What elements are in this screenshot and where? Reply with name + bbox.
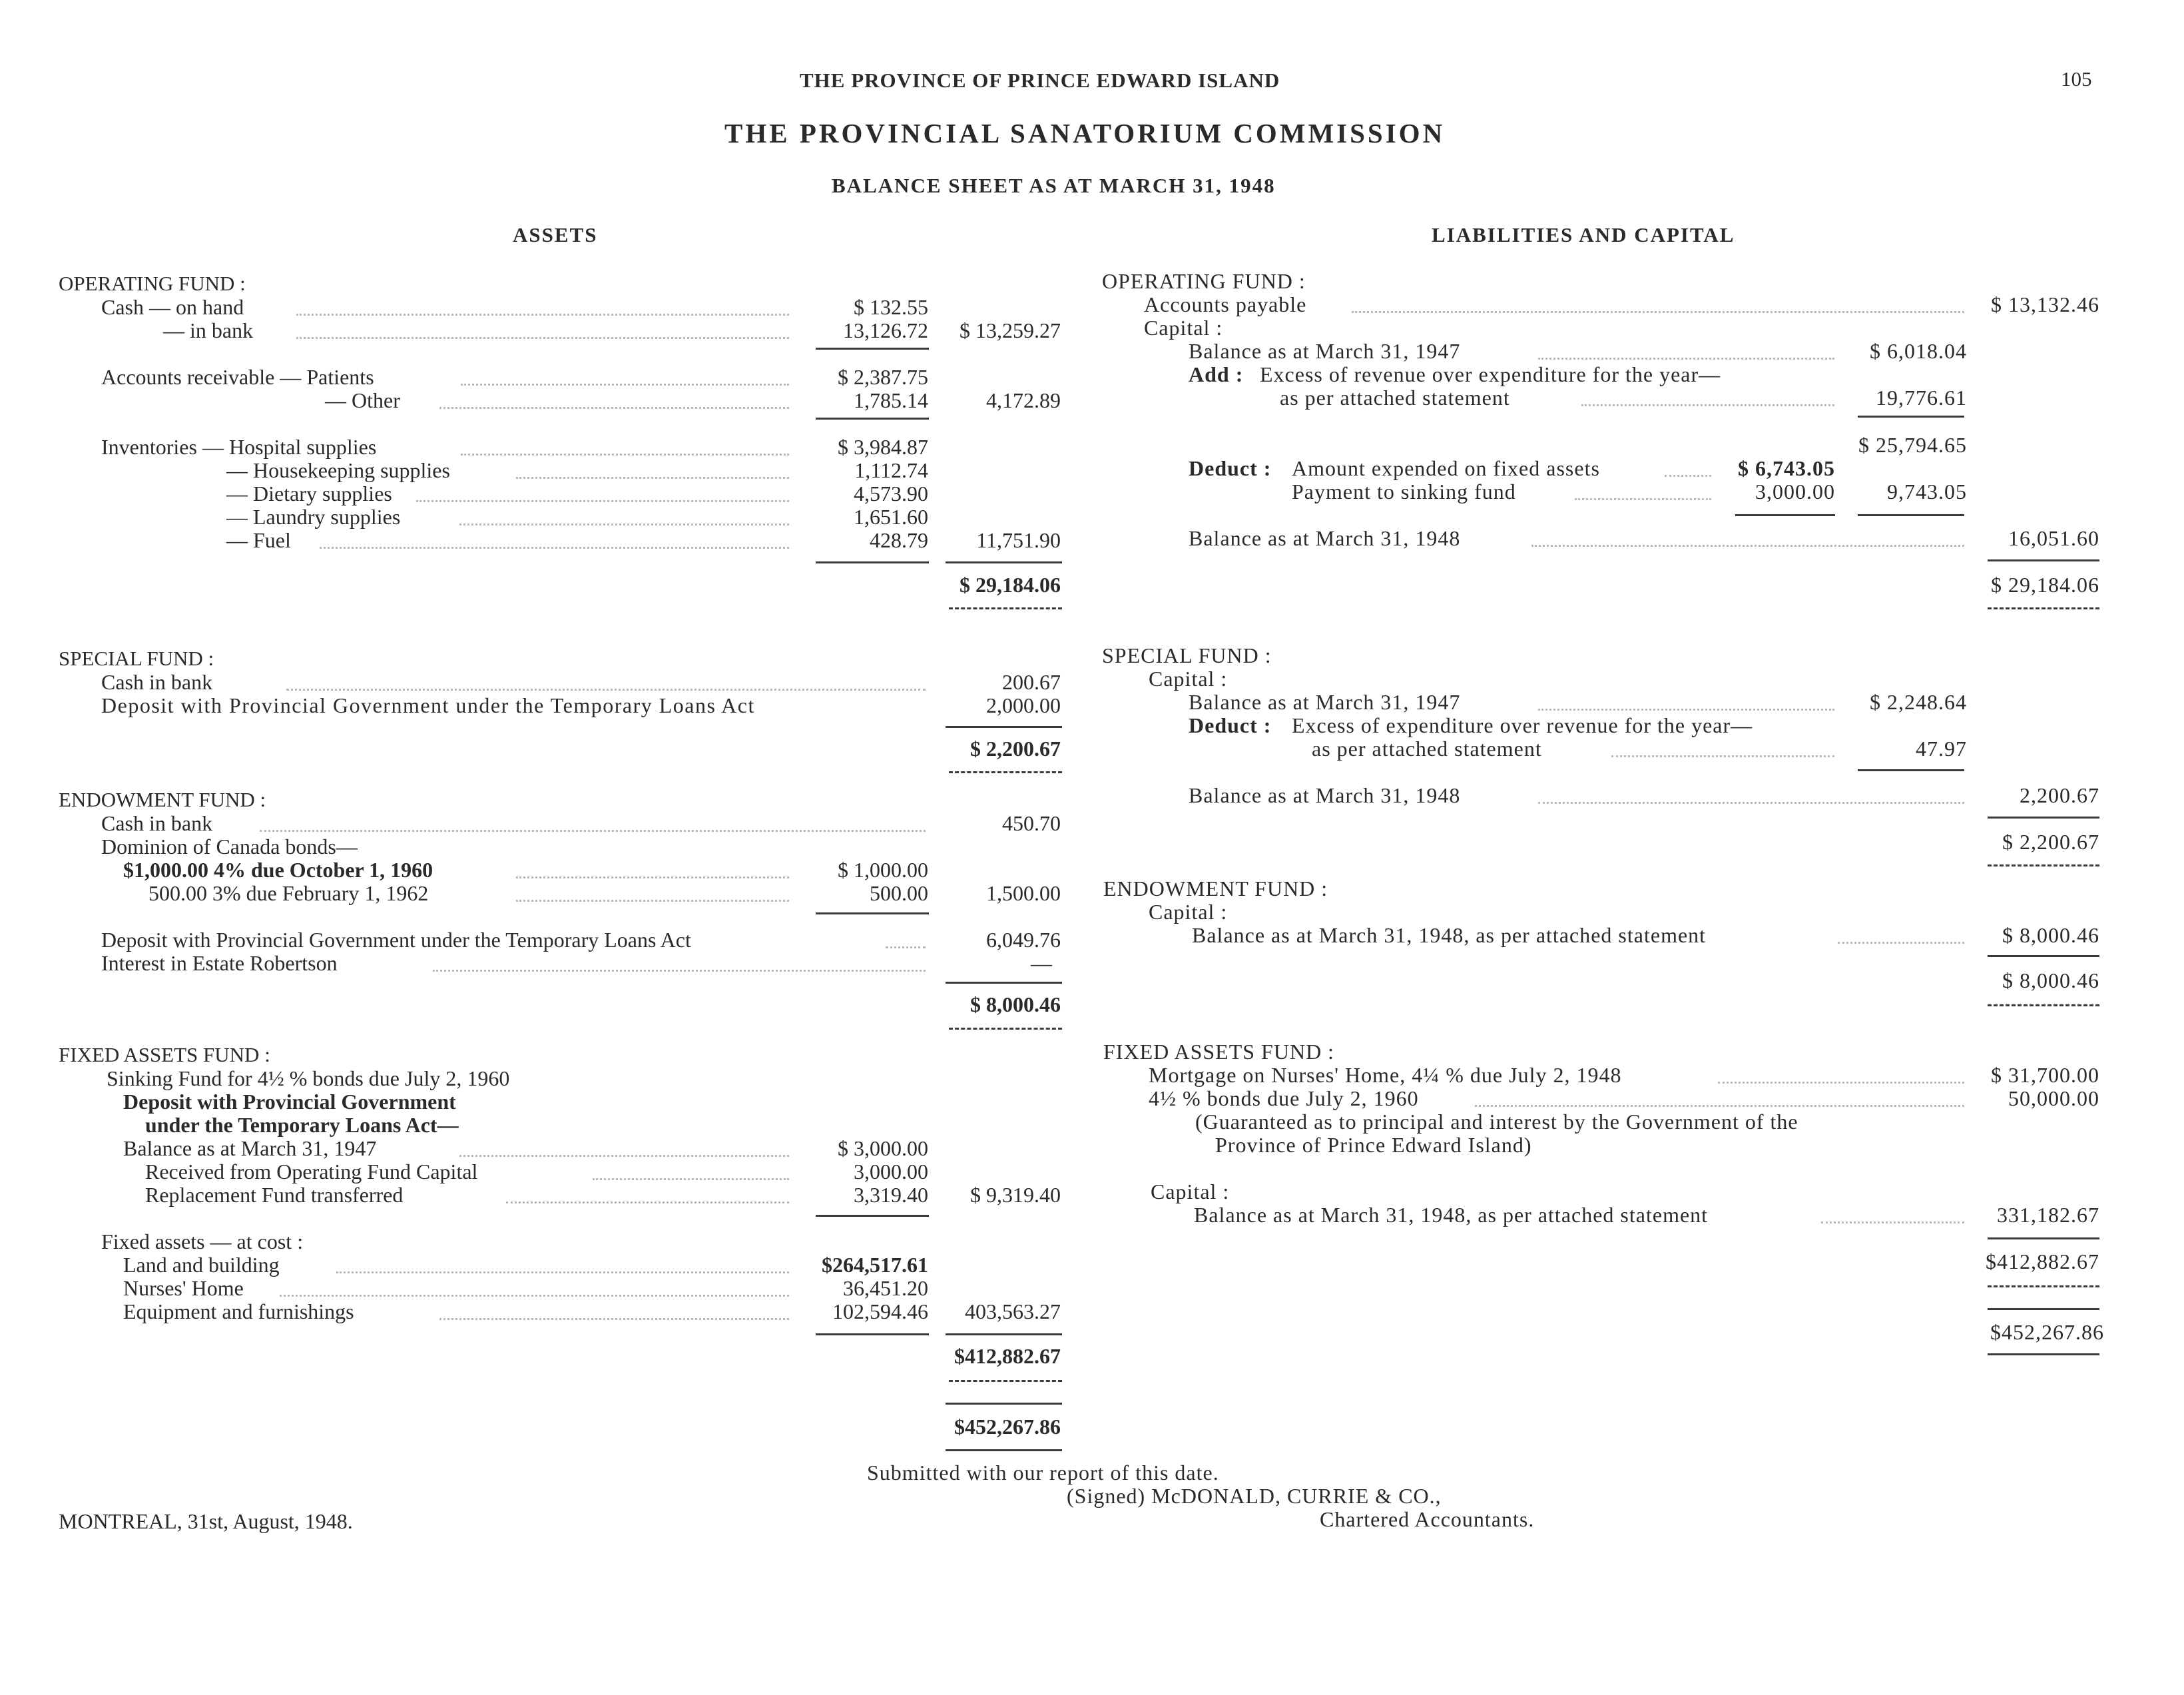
line-label: 500.00 3% due February 1, 1962	[148, 881, 429, 905]
double-rule	[949, 771, 1062, 773]
leader-dots	[1718, 1082, 1964, 1084]
liabilities-heading: LIABILITIES AND CAPITAL	[1432, 223, 1735, 246]
leader-dots	[461, 384, 789, 386]
line-label: — Other	[325, 388, 400, 412]
amount: $ 2,248.64	[1870, 690, 1967, 714]
line-label: Received from Operating Fund Capital	[145, 1160, 478, 1184]
deduct-label: Deduct :	[1189, 456, 1272, 480]
double-rule	[1988, 864, 2099, 866]
assets-heading: ASSETS	[513, 223, 598, 246]
rule	[1988, 1353, 2099, 1355]
line-label: as per attached statement	[1312, 737, 1542, 761]
line-label: Land and building	[123, 1253, 280, 1277]
line-label: Cash in bank	[101, 811, 213, 835]
subtotal: 4,172.89	[986, 388, 1061, 412]
line-label: Payment to sinking fund	[1292, 480, 1516, 504]
add-label: Add :	[1189, 362, 1244, 386]
line-label: Equipment and furnishings	[123, 1299, 354, 1323]
amount: 500.00	[870, 881, 928, 905]
amount: $ 25,794.65	[1858, 433, 1967, 457]
line-label: $1,000.00 4% due October 1, 1960	[123, 858, 433, 882]
double-rule	[949, 1380, 1062, 1382]
line-label: Sinking Fund for 4½ % bonds due July 2, 1960	[107, 1066, 510, 1090]
line-label: Amount expended on fixed assets	[1292, 456, 1600, 480]
line-label: Balance as at March 31, 1948	[1189, 783, 1461, 807]
line-label: Cash in bank	[101, 670, 213, 694]
rule	[1988, 559, 2099, 561]
line-label: Balance as at March 31, 1947	[123, 1136, 377, 1160]
section-title: SPECIAL FUND :	[59, 647, 214, 670]
line-label: — in bank	[163, 318, 254, 342]
amount: 6,049.76	[986, 928, 1061, 952]
amount: 2,200.67	[2020, 783, 2099, 807]
amount: 1,112.74	[854, 458, 928, 482]
rule	[816, 561, 929, 563]
leader-dots	[461, 454, 789, 456]
line-label: Capital :	[1149, 900, 1228, 924]
amount: 3,000.00	[854, 1160, 928, 1184]
leader-dots	[320, 547, 789, 549]
subtotal: 1,500.00	[986, 881, 1061, 905]
fund-total: $ 29,184.06	[1991, 573, 2099, 597]
line-label: Balance as at March 31, 1948, as per attached statement	[1194, 1203, 1709, 1227]
amount: 1,651.60	[854, 505, 928, 529]
leader-dots	[1821, 1221, 1964, 1223]
section-title: FIXED ASSETS FUND :	[59, 1043, 270, 1066]
leader-dots	[1538, 709, 1834, 711]
leader-dots	[516, 900, 789, 902]
rule	[946, 561, 1062, 563]
fund-total: $ 8,000.46	[970, 992, 1061, 1016]
amount: $ 31,700.00	[1991, 1063, 2099, 1087]
section-title: FIXED ASSETS FUND :	[1103, 1040, 1335, 1064]
line-label: Balance as at March 31, 1947	[1189, 339, 1461, 363]
leader-dots	[1531, 545, 1964, 547]
amount: 200.67	[1002, 670, 1061, 694]
double-rule	[1988, 1004, 2099, 1006]
fund-total: $ 8,000.46	[2002, 968, 2099, 992]
amount: 19,776.61	[1876, 386, 1967, 410]
line-label: Capital :	[1151, 1180, 1230, 1203]
line-label: Nurses' Home	[123, 1276, 244, 1300]
page-number: 105	[2061, 67, 2092, 91]
amount: 16,051.60	[2008, 526, 2099, 550]
line-label: Deposit with Provincial Government	[123, 1090, 456, 1114]
rule	[816, 348, 929, 350]
leader-dots	[260, 830, 926, 832]
place-date: MONTREAL, 31st, August, 1948.	[59, 1509, 353, 1533]
grand-total: $452,267.86	[1990, 1320, 2104, 1344]
subtotal: 11,751.90	[976, 528, 1061, 552]
line-label: 4½ % bonds due July 2, 1960	[1149, 1086, 1419, 1110]
line-label: Balance as at March 31, 1948, as per attached statement	[1192, 923, 1707, 947]
leader-dots	[886, 946, 926, 948]
section-title: ENDOWMENT FUND :	[59, 788, 266, 811]
rule	[1858, 514, 1964, 516]
amount: $ 13,132.46	[1991, 292, 2099, 316]
line-label: Dominion of Canada bonds—	[101, 835, 358, 858]
leader-dots	[459, 1155, 789, 1157]
subtotal: $ 13,259.27	[959, 318, 1061, 342]
deduct-label: Deduct :	[1189, 713, 1272, 737]
amount: $264,517.61	[822, 1253, 928, 1277]
line-label: (Guaranteed as to principal and interest by the Government of the	[1195, 1110, 1798, 1134]
leader-dots	[1838, 942, 1964, 944]
double-rule	[949, 1028, 1062, 1030]
line-label: Mortgage on Nurses' Home, 4¼ % due July 2, 1948	[1149, 1063, 1622, 1087]
line-label: Excess of revenue over expenditure for the year—	[1260, 362, 1721, 386]
rule	[1858, 416, 1964, 418]
fund-total: $412,882.67	[954, 1344, 1061, 1368]
province-heading: THE PROVINCE OF PRINCE EDWARD ISLAND	[800, 69, 1280, 92]
rule	[946, 1403, 1062, 1405]
amount: $ 3,000.00	[838, 1136, 928, 1160]
amount: $ 132.55	[854, 295, 928, 319]
fund-total: $ 29,184.06	[959, 573, 1061, 597]
line-label: Excess of expenditure over revenue for the year—	[1292, 713, 1753, 737]
section-title: SPECIAL FUND :	[1102, 643, 1272, 667]
leader-dots	[439, 407, 789, 409]
rule	[946, 726, 1062, 728]
section-title: OPERATING FUND :	[1102, 269, 1306, 293]
double-rule	[949, 607, 1062, 609]
leader-dots	[286, 689, 926, 691]
fund-total: $ 2,200.67	[970, 737, 1061, 761]
fund-total: $ 2,200.67	[2002, 830, 2099, 854]
line-label: Deposit with Provincial Government under the Temporary Loans Act	[101, 693, 755, 717]
line-label: Cash — on hand	[101, 295, 244, 319]
line-label: Capital :	[1149, 667, 1228, 691]
rule	[816, 1333, 929, 1335]
line-label: Balance as at March 31, 1947	[1189, 690, 1461, 714]
rule	[1988, 1237, 2099, 1239]
rule	[1988, 1308, 2099, 1310]
amount: 36,451.20	[843, 1276, 928, 1300]
amount: 4,573.90	[854, 482, 928, 506]
leader-dots	[296, 337, 789, 339]
leader-dots	[1352, 311, 1964, 313]
fund-total: $412,882.67	[1986, 1249, 2099, 1273]
leader-dots	[459, 523, 789, 525]
submitted-note: Submitted with our report of this date.	[867, 1461, 1219, 1485]
amount: 331,182.67	[1997, 1203, 2099, 1227]
line-label: Province of Prince Edward Island)	[1215, 1133, 1532, 1157]
leader-dots	[1475, 1105, 1964, 1107]
line-label: — Dietary supplies	[226, 482, 392, 506]
double-rule	[1988, 607, 2099, 609]
rule	[1735, 514, 1835, 516]
section-title: OPERATING FUND :	[59, 272, 246, 295]
amount: $ 8,000.46	[2002, 923, 2099, 947]
line-label: Fixed assets — at cost :	[101, 1229, 304, 1253]
line-label: — Housekeeping supplies	[226, 458, 450, 482]
subtotal: $ 9,319.40	[970, 1183, 1061, 1207]
signature-line: (Signed) McDONALD, CURRIE & CO.,	[1067, 1484, 1442, 1508]
line-label: Accounts payable	[1144, 292, 1307, 316]
accountants-line: Chartered Accountants.	[1320, 1507, 1535, 1531]
leader-dots	[1575, 498, 1711, 500]
amount: $ 1,000.00	[838, 858, 928, 882]
leader-dots	[280, 1295, 789, 1297]
amount: 9,743.05	[1887, 480, 1967, 504]
leader-dots	[1665, 475, 1711, 477]
double-rule	[1988, 1285, 2099, 1287]
leader-dots	[439, 1318, 789, 1320]
amount: 102,594.46	[832, 1299, 928, 1323]
amount: 13,126.72	[843, 318, 928, 342]
leader-dots	[416, 500, 789, 502]
amount: 1,785.14	[854, 388, 928, 412]
amount: 47.97	[1916, 737, 1967, 761]
commission-title: THE PROVINCIAL SANATORIUM COMMISSION	[724, 118, 1446, 149]
grand-total: $452,267.86	[954, 1415, 1061, 1439]
amount: 2,000.00	[986, 693, 1061, 717]
line-label: — Fuel	[226, 528, 291, 552]
leader-dots	[1611, 755, 1834, 757]
leader-dots	[1538, 358, 1834, 360]
amount: $ 6,018.04	[1870, 339, 1967, 363]
line-label: as per attached statement	[1280, 386, 1510, 410]
leader-dots	[516, 876, 789, 878]
line-label: Inventories — Hospital supplies	[101, 435, 377, 459]
section-title: ENDOWMENT FUND :	[1103, 876, 1328, 900]
rule	[816, 912, 929, 914]
subtotal: 403,563.27	[965, 1299, 1061, 1323]
amount: 3,000.00	[1755, 480, 1835, 504]
line-label: Interest in Estate Robertson	[101, 951, 338, 975]
balance-sheet-title: BALANCE SHEET AS AT MARCH 31, 1948	[832, 174, 1276, 197]
rule	[946, 982, 1062, 984]
amount: $ 2,387.75	[838, 365, 928, 389]
amount: 428.79	[870, 528, 928, 552]
rule	[1988, 955, 2099, 957]
amount: $ 6,743.05	[1738, 456, 1835, 480]
amount: —	[1031, 951, 1052, 975]
amount: 50,000.00	[2008, 1086, 2099, 1110]
amount: $ 3,984.87	[838, 435, 928, 459]
line-label: Replacement Fund transferred	[145, 1183, 404, 1207]
leader-dots	[516, 477, 789, 479]
rule	[816, 418, 929, 420]
rule	[816, 1215, 929, 1217]
amount: 3,319.40	[854, 1183, 928, 1207]
line-label: Deposit with Provincial Government under the Temporary Loans Act	[101, 928, 691, 952]
leader-dots	[433, 970, 926, 972]
rule	[946, 1449, 1062, 1451]
line-label: Balance as at March 31, 1948	[1189, 526, 1461, 550]
leader-dots	[593, 1178, 789, 1180]
rule	[1988, 817, 2099, 819]
leader-dots	[296, 314, 789, 316]
leader-dots	[506, 1201, 789, 1203]
amount: 450.70	[1002, 811, 1061, 835]
line-label: Capital :	[1144, 316, 1223, 340]
line-label: under the Temporary Loans Act—	[145, 1113, 459, 1137]
leader-dots	[1538, 802, 1964, 804]
line-label: Accounts receivable — Patients	[101, 365, 374, 389]
leader-dots	[1581, 404, 1834, 406]
rule	[1858, 769, 1964, 771]
line-label: — Laundry supplies	[226, 505, 401, 529]
rule	[946, 1333, 1062, 1335]
leader-dots	[336, 1271, 789, 1273]
